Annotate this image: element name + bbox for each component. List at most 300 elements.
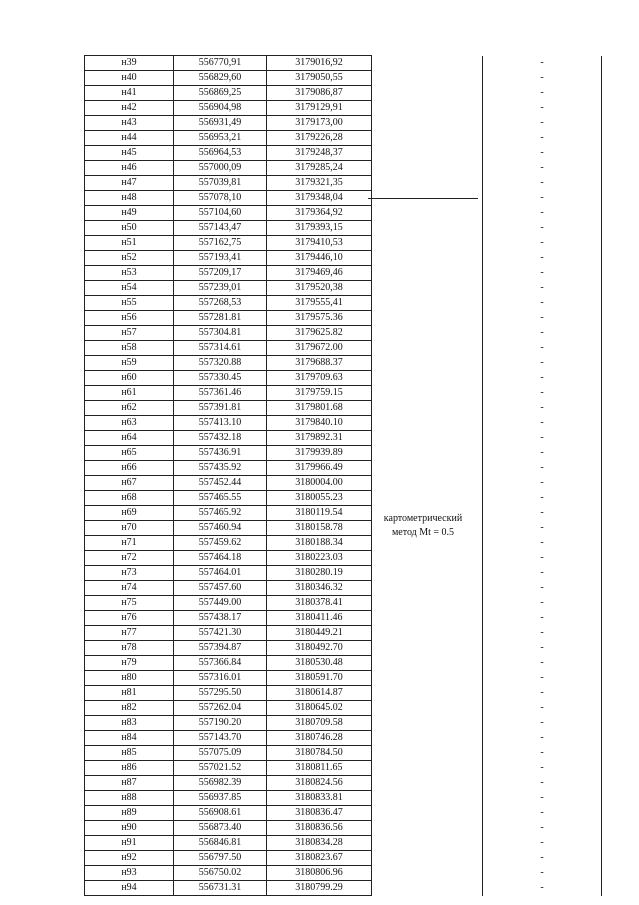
mark-cell: - bbox=[483, 341, 602, 356]
method-column-cell bbox=[372, 731, 483, 746]
point-cell: н74 bbox=[85, 581, 174, 596]
mark-cell: - bbox=[483, 191, 602, 206]
table-row bbox=[85, 116, 602, 131]
x-coordinate-cell: 556797.50 bbox=[174, 851, 267, 866]
method-column-cell bbox=[372, 416, 483, 431]
table-row bbox=[85, 401, 602, 416]
mark-cell: - bbox=[483, 566, 602, 581]
x-coordinate-cell: 557413.10 bbox=[174, 416, 267, 431]
point-cell: н67 bbox=[85, 476, 174, 491]
mark-cell: - bbox=[483, 656, 602, 671]
y-coordinate-cell: 3179555,41 bbox=[267, 296, 372, 311]
table-row bbox=[85, 881, 602, 896]
table-row bbox=[85, 806, 602, 821]
table-row bbox=[85, 176, 602, 191]
y-coordinate-cell: 3179364,92 bbox=[267, 206, 372, 221]
y-coordinate-cell: 3180823.67 bbox=[267, 851, 372, 866]
method-column-cell bbox=[372, 116, 483, 131]
x-coordinate-cell: 557465.55 bbox=[174, 491, 267, 506]
y-coordinate-cell: 3180836.47 bbox=[267, 806, 372, 821]
mark-cell: - bbox=[483, 551, 602, 566]
point-cell: н44 bbox=[85, 131, 174, 146]
method-column-cell bbox=[372, 746, 483, 761]
method-column-cell bbox=[372, 386, 483, 401]
y-coordinate-cell: 3180378.41 bbox=[267, 596, 372, 611]
x-coordinate-cell: 557460.94 bbox=[174, 521, 267, 536]
y-coordinate-cell: 3179321,35 bbox=[267, 176, 372, 191]
y-coordinate-cell: 3180836.56 bbox=[267, 821, 372, 836]
x-coordinate-cell: 557281.81 bbox=[174, 311, 267, 326]
x-coordinate-cell: 557268,53 bbox=[174, 296, 267, 311]
mark-cell: - bbox=[483, 806, 602, 821]
x-coordinate-cell: 556982.39 bbox=[174, 776, 267, 791]
mark-cell: - bbox=[483, 296, 602, 311]
point-cell: н73 bbox=[85, 566, 174, 581]
y-coordinate-cell: 3180346.32 bbox=[267, 581, 372, 596]
point-cell: н72 bbox=[85, 551, 174, 566]
mark-cell: - bbox=[483, 611, 602, 626]
x-coordinate-cell: 557000,09 bbox=[174, 161, 267, 176]
y-coordinate-cell: 3180811.65 bbox=[267, 761, 372, 776]
method-column-cell bbox=[372, 146, 483, 161]
point-cell: н91 bbox=[85, 836, 174, 851]
point-cell: н59 bbox=[85, 356, 174, 371]
x-coordinate-cell: 557449.00 bbox=[174, 596, 267, 611]
table-row bbox=[85, 521, 602, 536]
table-row bbox=[85, 536, 602, 551]
x-coordinate-cell: 557316.01 bbox=[174, 671, 267, 686]
method-column-cell bbox=[372, 236, 483, 251]
mark-cell: - bbox=[483, 71, 602, 86]
table-row bbox=[85, 326, 602, 341]
table-row bbox=[85, 716, 602, 731]
table-row bbox=[85, 701, 602, 716]
method-column-cell bbox=[372, 686, 483, 701]
point-cell: н48 bbox=[85, 191, 174, 206]
x-coordinate-cell: 556770,91 bbox=[174, 56, 267, 71]
point-cell: н76 bbox=[85, 611, 174, 626]
method-column-cell bbox=[372, 101, 483, 116]
x-coordinate-cell: 557459.62 bbox=[174, 536, 267, 551]
y-coordinate-cell: 3179575.36 bbox=[267, 311, 372, 326]
method-column-cell bbox=[372, 626, 483, 641]
mark-cell: - bbox=[483, 251, 602, 266]
x-coordinate-cell: 557330.45 bbox=[174, 371, 267, 386]
mark-cell: - bbox=[483, 521, 602, 536]
coordinates-table bbox=[84, 55, 596, 893]
table-row bbox=[85, 731, 602, 746]
y-coordinate-cell: 3180614.87 bbox=[267, 686, 372, 701]
x-coordinate-cell: 557438.17 bbox=[174, 611, 267, 626]
point-cell: н52 bbox=[85, 251, 174, 266]
x-coordinate-cell: 557304.81 bbox=[174, 326, 267, 341]
point-cell: н42 bbox=[85, 101, 174, 116]
table-row bbox=[85, 746, 602, 761]
mark-cell: - bbox=[483, 131, 602, 146]
method-column-cell bbox=[372, 836, 483, 851]
point-cell: н43 bbox=[85, 116, 174, 131]
table-row bbox=[85, 356, 602, 371]
method-column-cell bbox=[372, 806, 483, 821]
y-coordinate-cell: 3179410,53 bbox=[267, 236, 372, 251]
y-coordinate-cell: 3180645.02 bbox=[267, 701, 372, 716]
table-row bbox=[85, 491, 602, 506]
table-row bbox=[85, 101, 602, 116]
mark-cell: - bbox=[483, 356, 602, 371]
method-column-cell bbox=[372, 491, 483, 506]
table bbox=[84, 55, 602, 896]
table-row bbox=[85, 56, 602, 71]
x-coordinate-cell: 557075.09 bbox=[174, 746, 267, 761]
mark-cell: - bbox=[483, 536, 602, 551]
x-coordinate-cell: 557436.91 bbox=[174, 446, 267, 461]
y-coordinate-cell: 3179248,37 bbox=[267, 146, 372, 161]
method-column-cell bbox=[372, 326, 483, 341]
table-row bbox=[85, 581, 602, 596]
method-column-cell bbox=[372, 671, 483, 686]
table-body bbox=[85, 56, 602, 896]
point-cell: н51 bbox=[85, 236, 174, 251]
mark-cell: - bbox=[483, 701, 602, 716]
y-coordinate-cell: 3179050,55 bbox=[267, 71, 372, 86]
point-cell: н60 bbox=[85, 371, 174, 386]
mark-cell: - bbox=[483, 431, 602, 446]
point-cell: н62 bbox=[85, 401, 174, 416]
table-row bbox=[85, 821, 602, 836]
point-cell: н92 bbox=[85, 851, 174, 866]
method-column-cell bbox=[372, 251, 483, 266]
point-cell: н70 bbox=[85, 521, 174, 536]
mark-cell: - bbox=[483, 446, 602, 461]
point-cell: н45 bbox=[85, 146, 174, 161]
point-cell: н47 bbox=[85, 176, 174, 191]
x-coordinate-cell: 557394.87 bbox=[174, 641, 267, 656]
y-coordinate-cell: 3180824.56 bbox=[267, 776, 372, 791]
method-column-cell bbox=[372, 566, 483, 581]
y-coordinate-cell: 3179966.49 bbox=[267, 461, 372, 476]
method-column-cell bbox=[372, 656, 483, 671]
y-coordinate-cell: 3180158.78 bbox=[267, 521, 372, 536]
y-coordinate-cell: 3179016,92 bbox=[267, 56, 372, 71]
x-coordinate-cell: 556953,21 bbox=[174, 131, 267, 146]
y-coordinate-cell: 3180492.70 bbox=[267, 641, 372, 656]
method-column-cell bbox=[372, 266, 483, 281]
y-coordinate-cell: 3179939.89 bbox=[267, 446, 372, 461]
method-column-cell bbox=[372, 56, 483, 71]
table-row bbox=[85, 386, 602, 401]
point-cell: н61 bbox=[85, 386, 174, 401]
point-cell: н80 bbox=[85, 671, 174, 686]
table-row bbox=[85, 371, 602, 386]
mark-cell: - bbox=[483, 146, 602, 161]
x-coordinate-cell: 557143.70 bbox=[174, 731, 267, 746]
mark-cell: - bbox=[483, 851, 602, 866]
point-cell: н46 bbox=[85, 161, 174, 176]
point-cell: н58 bbox=[85, 341, 174, 356]
x-coordinate-cell: 557464.18 bbox=[174, 551, 267, 566]
mark-cell: - bbox=[483, 236, 602, 251]
x-coordinate-cell: 557464.01 bbox=[174, 566, 267, 581]
point-cell: н84 bbox=[85, 731, 174, 746]
x-coordinate-cell: 557366.84 bbox=[174, 656, 267, 671]
method-column-cell bbox=[372, 791, 483, 806]
table-row bbox=[85, 431, 602, 446]
point-cell: н65 bbox=[85, 446, 174, 461]
y-coordinate-cell: 3179129,91 bbox=[267, 101, 372, 116]
method-column-cell bbox=[372, 176, 483, 191]
point-cell: н57 bbox=[85, 326, 174, 341]
mark-cell: - bbox=[483, 866, 602, 881]
method-column-cell bbox=[372, 611, 483, 626]
method-column-cell bbox=[372, 401, 483, 416]
point-cell: н86 bbox=[85, 761, 174, 776]
y-coordinate-cell: 3180004.00 bbox=[267, 476, 372, 491]
table-row bbox=[85, 236, 602, 251]
x-coordinate-cell: 557421.30 bbox=[174, 626, 267, 641]
x-coordinate-cell: 557193,41 bbox=[174, 251, 267, 266]
table-row bbox=[85, 596, 602, 611]
y-coordinate-cell: 3180709.58 bbox=[267, 716, 372, 731]
point-cell: н89 bbox=[85, 806, 174, 821]
x-coordinate-cell: 557039,81 bbox=[174, 176, 267, 191]
method-column-cell bbox=[372, 596, 483, 611]
x-coordinate-cell: 557239,01 bbox=[174, 281, 267, 296]
y-coordinate-cell: 3180591.70 bbox=[267, 671, 372, 686]
table-row bbox=[85, 206, 602, 221]
y-coordinate-cell: 3180746.28 bbox=[267, 731, 372, 746]
method-column-cell bbox=[372, 161, 483, 176]
table-row bbox=[85, 476, 602, 491]
point-cell: н90 bbox=[85, 821, 174, 836]
table-row bbox=[85, 866, 602, 881]
mark-cell: - bbox=[483, 491, 602, 506]
method-column-cell bbox=[372, 551, 483, 566]
y-coordinate-cell: 3180784.50 bbox=[267, 746, 372, 761]
table-row bbox=[85, 416, 602, 431]
table-row bbox=[85, 251, 602, 266]
table-row bbox=[85, 86, 602, 101]
x-coordinate-cell: 556731.31 bbox=[174, 881, 267, 896]
method-cell bbox=[368, 512, 478, 540]
table-row bbox=[85, 296, 602, 311]
mark-cell: - bbox=[483, 86, 602, 101]
x-coordinate-cell: 556908.61 bbox=[174, 806, 267, 821]
method-column-cell bbox=[372, 851, 483, 866]
point-cell: н88 bbox=[85, 791, 174, 806]
point-cell: н71 bbox=[85, 536, 174, 551]
table-row bbox=[85, 656, 602, 671]
mark-cell: - bbox=[483, 581, 602, 596]
mark-cell: - bbox=[483, 221, 602, 236]
method-column-cell bbox=[372, 716, 483, 731]
method-column-cell bbox=[372, 281, 483, 296]
point-cell: н53 bbox=[85, 266, 174, 281]
y-coordinate-cell: 3180449.21 bbox=[267, 626, 372, 641]
table-row bbox=[85, 281, 602, 296]
method-column-cell bbox=[372, 71, 483, 86]
y-coordinate-cell: 3179469,46 bbox=[267, 266, 372, 281]
point-cell: н81 bbox=[85, 686, 174, 701]
point-cell: н50 bbox=[85, 221, 174, 236]
mark-cell: - bbox=[483, 746, 602, 761]
point-cell: н63 bbox=[85, 416, 174, 431]
point-cell: н64 bbox=[85, 431, 174, 446]
mark-cell: - bbox=[483, 461, 602, 476]
table-row bbox=[85, 71, 602, 86]
table-row bbox=[85, 611, 602, 626]
x-coordinate-cell: 556846.81 bbox=[174, 836, 267, 851]
table-row bbox=[85, 446, 602, 461]
y-coordinate-cell: 3180119.54 bbox=[267, 506, 372, 521]
x-coordinate-cell: 557435.92 bbox=[174, 461, 267, 476]
y-coordinate-cell: 3179446,10 bbox=[267, 251, 372, 266]
point-cell: н78 bbox=[85, 641, 174, 656]
mark-cell: - bbox=[483, 761, 602, 776]
point-cell: н66 bbox=[85, 461, 174, 476]
x-coordinate-cell: 557314.61 bbox=[174, 341, 267, 356]
y-coordinate-cell: 3179285,24 bbox=[267, 161, 372, 176]
point-cell: н93 bbox=[85, 866, 174, 881]
x-coordinate-cell: 556873.40 bbox=[174, 821, 267, 836]
y-coordinate-cell: 3180055.23 bbox=[267, 491, 372, 506]
x-coordinate-cell: 557391.81 bbox=[174, 401, 267, 416]
x-coordinate-cell: 556904,98 bbox=[174, 101, 267, 116]
mark-cell: - bbox=[483, 161, 602, 176]
x-coordinate-cell: 557457.60 bbox=[174, 581, 267, 596]
mark-cell: - bbox=[483, 386, 602, 401]
point-cell: н94 bbox=[85, 881, 174, 896]
method-column-cell bbox=[372, 476, 483, 491]
method-column-cell bbox=[372, 356, 483, 371]
x-coordinate-cell: 556869,25 bbox=[174, 86, 267, 101]
y-coordinate-cell: 3180530.48 bbox=[267, 656, 372, 671]
table-row bbox=[85, 851, 602, 866]
method-value: метод Mt = 0.5 bbox=[391, 527, 455, 538]
x-coordinate-cell: 556964,53 bbox=[174, 146, 267, 161]
mark-cell: - bbox=[483, 311, 602, 326]
point-cell: н85 bbox=[85, 746, 174, 761]
mark-cell: - bbox=[483, 506, 602, 521]
y-coordinate-cell: 3179625.82 bbox=[267, 326, 372, 341]
x-coordinate-cell: 556937.85 bbox=[174, 791, 267, 806]
y-coordinate-cell: 3180799.29 bbox=[267, 881, 372, 896]
point-cell: н77 bbox=[85, 626, 174, 641]
x-coordinate-cell: 557295.50 bbox=[174, 686, 267, 701]
x-coordinate-cell: 557452.44 bbox=[174, 476, 267, 491]
mark-cell: - bbox=[483, 176, 602, 191]
y-coordinate-cell: 3179892.31 bbox=[267, 431, 372, 446]
table-row bbox=[85, 341, 602, 356]
method-column-cell bbox=[372, 461, 483, 476]
method-column-cell bbox=[372, 341, 483, 356]
mark-cell: - bbox=[483, 416, 602, 431]
mark-cell: - bbox=[483, 716, 602, 731]
mark-cell: - bbox=[483, 401, 602, 416]
y-coordinate-cell: 3180411.46 bbox=[267, 611, 372, 626]
point-cell: н54 bbox=[85, 281, 174, 296]
x-coordinate-cell: 557078,10 bbox=[174, 191, 267, 206]
mark-cell: - bbox=[483, 836, 602, 851]
method-column-cell bbox=[372, 701, 483, 716]
table-row bbox=[85, 836, 602, 851]
method-column-cell bbox=[372, 866, 483, 881]
point-cell: н68 bbox=[85, 491, 174, 506]
table-row bbox=[85, 686, 602, 701]
mark-cell: - bbox=[483, 626, 602, 641]
mark-cell: - bbox=[483, 281, 602, 296]
table-row bbox=[85, 626, 602, 641]
y-coordinate-cell: 3180834.28 bbox=[267, 836, 372, 851]
mark-cell: - bbox=[483, 476, 602, 491]
method-column-cell bbox=[372, 311, 483, 326]
x-coordinate-cell: 556829,60 bbox=[174, 71, 267, 86]
table-row bbox=[85, 131, 602, 146]
method-column-cell bbox=[372, 431, 483, 446]
table-row bbox=[85, 161, 602, 176]
table-row bbox=[85, 461, 602, 476]
y-coordinate-cell: 3179801.68 bbox=[267, 401, 372, 416]
mark-cell: - bbox=[483, 326, 602, 341]
mark-cell: - bbox=[483, 686, 602, 701]
point-cell: н41 bbox=[85, 86, 174, 101]
point-cell: н75 bbox=[85, 596, 174, 611]
mark-cell: - bbox=[483, 596, 602, 611]
table-row bbox=[85, 551, 602, 566]
method-column-cell bbox=[372, 761, 483, 776]
method-column-cell bbox=[372, 371, 483, 386]
method-column-cell bbox=[372, 206, 483, 221]
x-coordinate-cell: 557021.52 bbox=[174, 761, 267, 776]
x-coordinate-cell: 557320.88 bbox=[174, 356, 267, 371]
x-coordinate-cell: 556931,49 bbox=[174, 116, 267, 131]
method-column-cell bbox=[372, 776, 483, 791]
mark-cell: - bbox=[483, 821, 602, 836]
y-coordinate-cell: 3179759.15 bbox=[267, 386, 372, 401]
y-coordinate-cell: 3179086,87 bbox=[267, 86, 372, 101]
point-cell: н55 bbox=[85, 296, 174, 311]
table-row bbox=[85, 221, 602, 236]
point-cell: н69 bbox=[85, 506, 174, 521]
mark-cell: - bbox=[483, 206, 602, 221]
y-coordinate-cell: 3180833.81 bbox=[267, 791, 372, 806]
x-coordinate-cell: 556750.02 bbox=[174, 866, 267, 881]
mark-cell: - bbox=[483, 371, 602, 386]
point-cell: н49 bbox=[85, 206, 174, 221]
mark-cell: - bbox=[483, 56, 602, 71]
table-row bbox=[85, 761, 602, 776]
mark-cell: - bbox=[483, 101, 602, 116]
mark-cell: - bbox=[483, 791, 602, 806]
mark-cell: - bbox=[483, 731, 602, 746]
x-coordinate-cell: 557162,75 bbox=[174, 236, 267, 251]
y-coordinate-cell: 3179520,38 bbox=[267, 281, 372, 296]
x-coordinate-cell: 557361.46 bbox=[174, 386, 267, 401]
y-coordinate-cell: 3180223.03 bbox=[267, 551, 372, 566]
y-coordinate-cell: 3180280.19 bbox=[267, 566, 372, 581]
mark-cell: - bbox=[483, 881, 602, 896]
method-column-cell bbox=[372, 131, 483, 146]
mark-cell: - bbox=[483, 116, 602, 131]
table-row bbox=[85, 311, 602, 326]
y-coordinate-cell: 3180806.96 bbox=[267, 866, 372, 881]
method-column-cell bbox=[372, 641, 483, 656]
x-coordinate-cell: 557262.04 bbox=[174, 701, 267, 716]
point-cell: н82 bbox=[85, 701, 174, 716]
mark-cell: - bbox=[483, 671, 602, 686]
y-coordinate-cell: 3179840.10 bbox=[267, 416, 372, 431]
point-cell: н40 bbox=[85, 71, 174, 86]
method-column-cell bbox=[372, 296, 483, 311]
